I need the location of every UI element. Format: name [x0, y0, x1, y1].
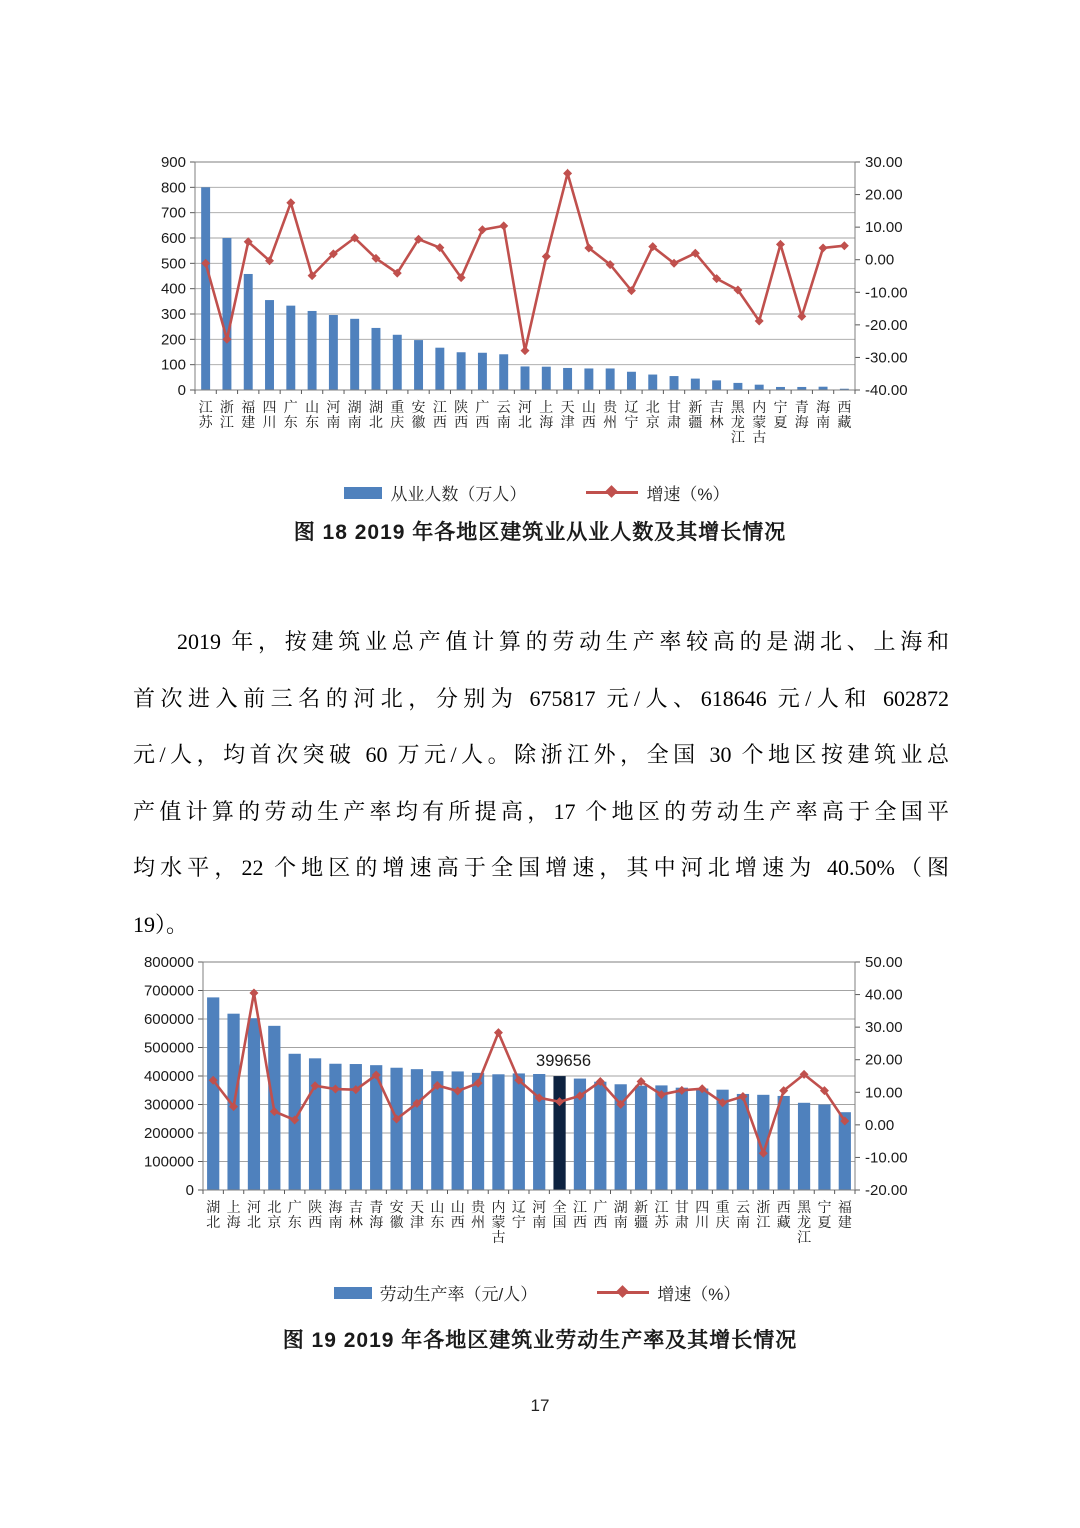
- svg-text:浙: 浙: [219, 399, 234, 415]
- svg-text:南: 南: [613, 1214, 628, 1230]
- svg-text:10.00: 10.00: [865, 1084, 903, 1102]
- line-swatch-icon: [586, 491, 638, 494]
- figure-18-chart: [137, 150, 937, 515]
- svg-text:西: 西: [308, 1214, 323, 1230]
- svg-text:南: 南: [735, 1214, 750, 1230]
- svg-text:四: 四: [695, 1199, 710, 1215]
- paragraph-line: 元/人，均首次突破 60 万元/人。除浙江外，全国 30 个地区按建筑业总: [133, 742, 949, 767]
- svg-text:东: 东: [283, 414, 298, 430]
- svg-text:海: 海: [794, 414, 809, 430]
- svg-text:50.00: 50.00: [865, 954, 903, 971]
- svg-text:苏: 苏: [654, 1214, 669, 1230]
- svg-text:黑: 黑: [797, 1199, 812, 1215]
- svg-text:广: 广: [475, 399, 490, 415]
- svg-text:河: 河: [518, 399, 532, 415]
- svg-text:安: 安: [389, 1199, 404, 1215]
- svg-text:庆: 庆: [715, 1214, 730, 1230]
- svg-text:400000: 400000: [143, 1068, 194, 1085]
- svg-text:古: 古: [491, 1229, 506, 1245]
- svg-text:山: 山: [305, 399, 320, 415]
- svg-text:北: 北: [368, 414, 383, 430]
- svg-text:江: 江: [572, 1199, 587, 1215]
- bar-swatch-icon: [334, 1287, 372, 1299]
- svg-text:600000: 600000: [143, 1011, 194, 1028]
- svg-text:广: 广: [287, 1199, 302, 1215]
- paragraph-line: 均水平，22 个地区的增速高于全国增速，其中河北增速为 40.50%（图: [133, 855, 949, 880]
- svg-text:南: 南: [496, 414, 511, 430]
- svg-text:肃: 肃: [667, 414, 682, 430]
- svg-text:-10.00: -10.00: [865, 284, 908, 302]
- legend-item-bar: [344, 480, 526, 505]
- svg-text:西: 西: [432, 414, 447, 430]
- svg-text:疆: 疆: [688, 414, 703, 430]
- svg-text:400: 400: [160, 280, 186, 298]
- svg-text:江: 江: [730, 429, 745, 445]
- svg-text:辽: 辽: [624, 399, 639, 415]
- svg-text:龙: 龙: [730, 414, 745, 430]
- paragraph-line: 2019 年，按建筑业总产值计算的劳动生产率较高的是湖北、上海和: [177, 629, 949, 654]
- svg-text:南: 南: [532, 1214, 547, 1230]
- svg-text:西: 西: [454, 414, 469, 430]
- svg-text:藏: 藏: [837, 414, 852, 430]
- svg-text:徽: 徽: [411, 414, 426, 430]
- svg-text:0.00: 0.00: [865, 1116, 895, 1134]
- svg-text:南: 南: [326, 414, 341, 430]
- svg-text:湖: 湖: [613, 1199, 628, 1215]
- paragraph-line: 产值计算的劳动生产率均有所提高，17 个地区的劳动生产率高于全国平: [133, 798, 949, 824]
- svg-text:海: 海: [539, 414, 554, 430]
- svg-text:云: 云: [735, 1199, 750, 1215]
- svg-text:海: 海: [226, 1214, 241, 1230]
- svg-text:100: 100: [160, 356, 186, 374]
- caption-figure-19: 图 19 2019 年各地区建筑业劳动生产率及其增长情况: [282, 1329, 798, 1352]
- svg-text:浙: 浙: [756, 1199, 771, 1215]
- svg-text:湖: 湖: [206, 1199, 221, 1215]
- svg-text:北: 北: [518, 414, 532, 430]
- svg-text:全: 全: [552, 1199, 567, 1215]
- svg-text:西: 西: [837, 399, 852, 415]
- svg-text:800000: 800000: [143, 954, 194, 971]
- x-axis-ticks: [195, 390, 855, 394]
- svg-text:700000: 700000: [143, 982, 194, 1000]
- svg-text:青: 青: [794, 399, 809, 415]
- svg-text:江: 江: [797, 1229, 812, 1245]
- svg-text:四: 四: [262, 399, 277, 415]
- legend-item-line: [586, 480, 729, 505]
- svg-text:津: 津: [560, 414, 575, 430]
- svg-text:300000: 300000: [143, 1096, 194, 1114]
- svg-text:宁: 宁: [817, 1199, 832, 1215]
- svg-text:广: 广: [593, 1199, 608, 1215]
- svg-text:宁: 宁: [624, 414, 639, 430]
- svg-text:广: 广: [283, 399, 298, 415]
- svg-text:湖: 湖: [368, 399, 383, 415]
- svg-text:0: 0: [177, 382, 186, 399]
- svg-text:西: 西: [581, 414, 596, 430]
- figure-19-chart: [137, 950, 937, 1315]
- svg-text:新: 新: [688, 399, 703, 415]
- paragraph-line: 首次进入前三名的河北，分别为 675817 元/人、618646 元/人和 602872: [133, 685, 949, 711]
- svg-text:安: 安: [411, 399, 426, 415]
- svg-text:蒙: 蒙: [752, 414, 767, 430]
- x-axis-category-labels: [199, 399, 852, 445]
- svg-text:500: 500: [160, 255, 186, 273]
- svg-text:京: 京: [645, 414, 660, 430]
- svg-text:内: 内: [491, 1199, 506, 1215]
- svg-text:江: 江: [432, 399, 447, 415]
- svg-text:西: 西: [475, 414, 490, 430]
- svg-text:-20.00: -20.00: [865, 316, 908, 334]
- svg-text:东: 东: [305, 414, 320, 430]
- svg-text:-10.00: -10.00: [865, 1149, 908, 1167]
- svg-text:300: 300: [160, 306, 186, 323]
- svg-text:海: 海: [328, 1199, 343, 1215]
- svg-text:40.00: 40.00: [865, 986, 903, 1004]
- svg-text:西: 西: [572, 1214, 587, 1230]
- svg-text:蒙: 蒙: [491, 1214, 506, 1230]
- svg-text:辽: 辽: [511, 1199, 526, 1215]
- svg-text:0.00: 0.00: [865, 251, 895, 269]
- svg-text:国: 国: [552, 1214, 567, 1230]
- svg-text:川: 川: [262, 414, 277, 430]
- legend-label: 从业人数（万人）: [390, 485, 527, 504]
- svg-text:0: 0: [185, 1182, 194, 1199]
- line-series: [209, 988, 850, 1157]
- svg-text:黑: 黑: [730, 399, 745, 415]
- svg-text:河: 河: [326, 399, 341, 415]
- svg-text:东: 东: [287, 1214, 302, 1230]
- svg-text:山: 山: [581, 399, 596, 415]
- svg-text:云: 云: [496, 399, 511, 415]
- svg-text:-40.00: -40.00: [865, 382, 908, 399]
- svg-text:京: 京: [267, 1214, 282, 1230]
- svg-text:江: 江: [198, 399, 213, 415]
- svg-text:宁: 宁: [511, 1214, 526, 1230]
- svg-text:江: 江: [654, 1199, 669, 1215]
- svg-text:福: 福: [837, 1199, 852, 1215]
- svg-text:林: 林: [348, 1214, 363, 1230]
- svg-text:林: 林: [709, 414, 724, 430]
- legend-label: 增速（%）: [657, 1285, 741, 1304]
- svg-text:徽: 徽: [389, 1214, 404, 1230]
- paragraph-line: 19）。: [133, 911, 189, 937]
- svg-text:东: 东: [430, 1214, 445, 1230]
- caption-figure-18: 图 18 2019 年各地区建筑业从业人数及其增长情况: [293, 521, 787, 544]
- figure-18-legend: [137, 480, 937, 505]
- svg-text:吉: 吉: [348, 1199, 363, 1215]
- svg-text:吉: 吉: [709, 399, 724, 415]
- svg-text:建: 建: [837, 1214, 852, 1230]
- svg-text:州: 州: [603, 414, 618, 430]
- x-axis-category-labels: [206, 1199, 852, 1245]
- line-series: [201, 169, 849, 355]
- svg-text:疆: 疆: [634, 1214, 649, 1230]
- svg-text:苏: 苏: [198, 414, 213, 430]
- svg-text:陕: 陕: [308, 1199, 323, 1215]
- svg-text:川: 川: [695, 1214, 710, 1230]
- svg-text:陕: 陕: [454, 399, 469, 415]
- svg-text:上: 上: [539, 399, 554, 415]
- svg-text:甘: 甘: [667, 399, 682, 415]
- legend-label: 增速（%）: [646, 485, 730, 504]
- body-paragraph: [133, 614, 949, 953]
- svg-text:天: 天: [560, 399, 575, 415]
- figure-19-legend: [137, 1280, 937, 1305]
- svg-text:江: 江: [219, 414, 234, 430]
- svg-text:-30.00: -30.00: [865, 349, 908, 367]
- svg-text:200000: 200000: [143, 1125, 194, 1142]
- svg-text:北: 北: [267, 1199, 282, 1215]
- svg-text:100000: 100000: [143, 1153, 194, 1171]
- svg-text:-20.00: -20.00: [865, 1182, 908, 1199]
- svg-text:山: 山: [450, 1199, 465, 1215]
- svg-text:湖: 湖: [347, 399, 362, 415]
- svg-text:新: 新: [634, 1199, 649, 1215]
- svg-text:建: 建: [241, 414, 256, 430]
- svg-text:10.00: 10.00: [865, 219, 903, 237]
- svg-text:夏: 夏: [817, 1214, 832, 1230]
- bar-annotation: 399656: [536, 1052, 592, 1071]
- svg-text:河: 河: [532, 1199, 547, 1215]
- legend-label: 劳动生产率（元/人）: [379, 1285, 538, 1304]
- svg-text:重: 重: [715, 1199, 730, 1215]
- bar-swatch-icon: [344, 487, 382, 499]
- svg-text:200: 200: [160, 331, 186, 349]
- svg-text:贵: 贵: [471, 1199, 486, 1215]
- svg-text:江: 江: [756, 1214, 771, 1230]
- svg-text:天: 天: [409, 1199, 424, 1215]
- line-swatch-icon: [597, 1291, 649, 1294]
- svg-text:内: 内: [752, 399, 767, 415]
- svg-text:龙: 龙: [797, 1214, 812, 1230]
- page-number: 17: [530, 1396, 550, 1415]
- svg-text:西: 西: [450, 1214, 465, 1230]
- svg-text:30.00: 30.00: [865, 154, 903, 171]
- svg-text:甘: 甘: [674, 1199, 689, 1215]
- svg-text:北: 北: [645, 399, 660, 415]
- svg-text:海: 海: [369, 1214, 384, 1230]
- svg-text:庆: 庆: [390, 414, 405, 430]
- svg-text:津: 津: [409, 1214, 424, 1230]
- svg-text:海: 海: [816, 399, 831, 415]
- svg-text:山: 山: [430, 1199, 445, 1215]
- svg-text:州: 州: [471, 1214, 486, 1230]
- svg-text:宁: 宁: [773, 399, 788, 415]
- x-axis-ticks: [203, 1190, 855, 1194]
- svg-text:贵: 贵: [603, 399, 618, 415]
- svg-text:南: 南: [328, 1214, 343, 1230]
- svg-text:20.00: 20.00: [865, 1051, 903, 1069]
- svg-text:20.00: 20.00: [865, 186, 903, 204]
- svg-text:700: 700: [160, 204, 186, 222]
- productivity-chart-svg: [137, 950, 937, 1268]
- svg-text:900: 900: [160, 154, 186, 171]
- svg-text:肃: 肃: [674, 1214, 689, 1230]
- svg-text:北: 北: [246, 1214, 261, 1230]
- svg-text:上: 上: [226, 1199, 241, 1215]
- svg-text:福: 福: [241, 399, 256, 415]
- svg-text:南: 南: [816, 414, 831, 430]
- svg-text:南: 南: [347, 414, 362, 430]
- svg-text:重: 重: [390, 399, 405, 415]
- svg-text:西: 西: [593, 1214, 608, 1230]
- svg-text:青: 青: [369, 1199, 384, 1215]
- legend-item-line: [597, 1280, 740, 1305]
- svg-text:河: 河: [246, 1199, 261, 1215]
- svg-text:西: 西: [776, 1199, 791, 1215]
- legend-item-bar: [334, 1280, 538, 1305]
- svg-text:600: 600: [160, 230, 186, 247]
- svg-text:藏: 藏: [776, 1214, 791, 1230]
- svg-text:30.00: 30.00: [865, 1019, 903, 1037]
- employment-chart-svg: [137, 150, 937, 468]
- svg-text:古: 古: [752, 429, 767, 445]
- svg-text:北: 北: [206, 1214, 221, 1230]
- svg-text:800: 800: [160, 179, 186, 197]
- svg-text:500000: 500000: [143, 1039, 194, 1057]
- svg-text:夏: 夏: [773, 414, 788, 430]
